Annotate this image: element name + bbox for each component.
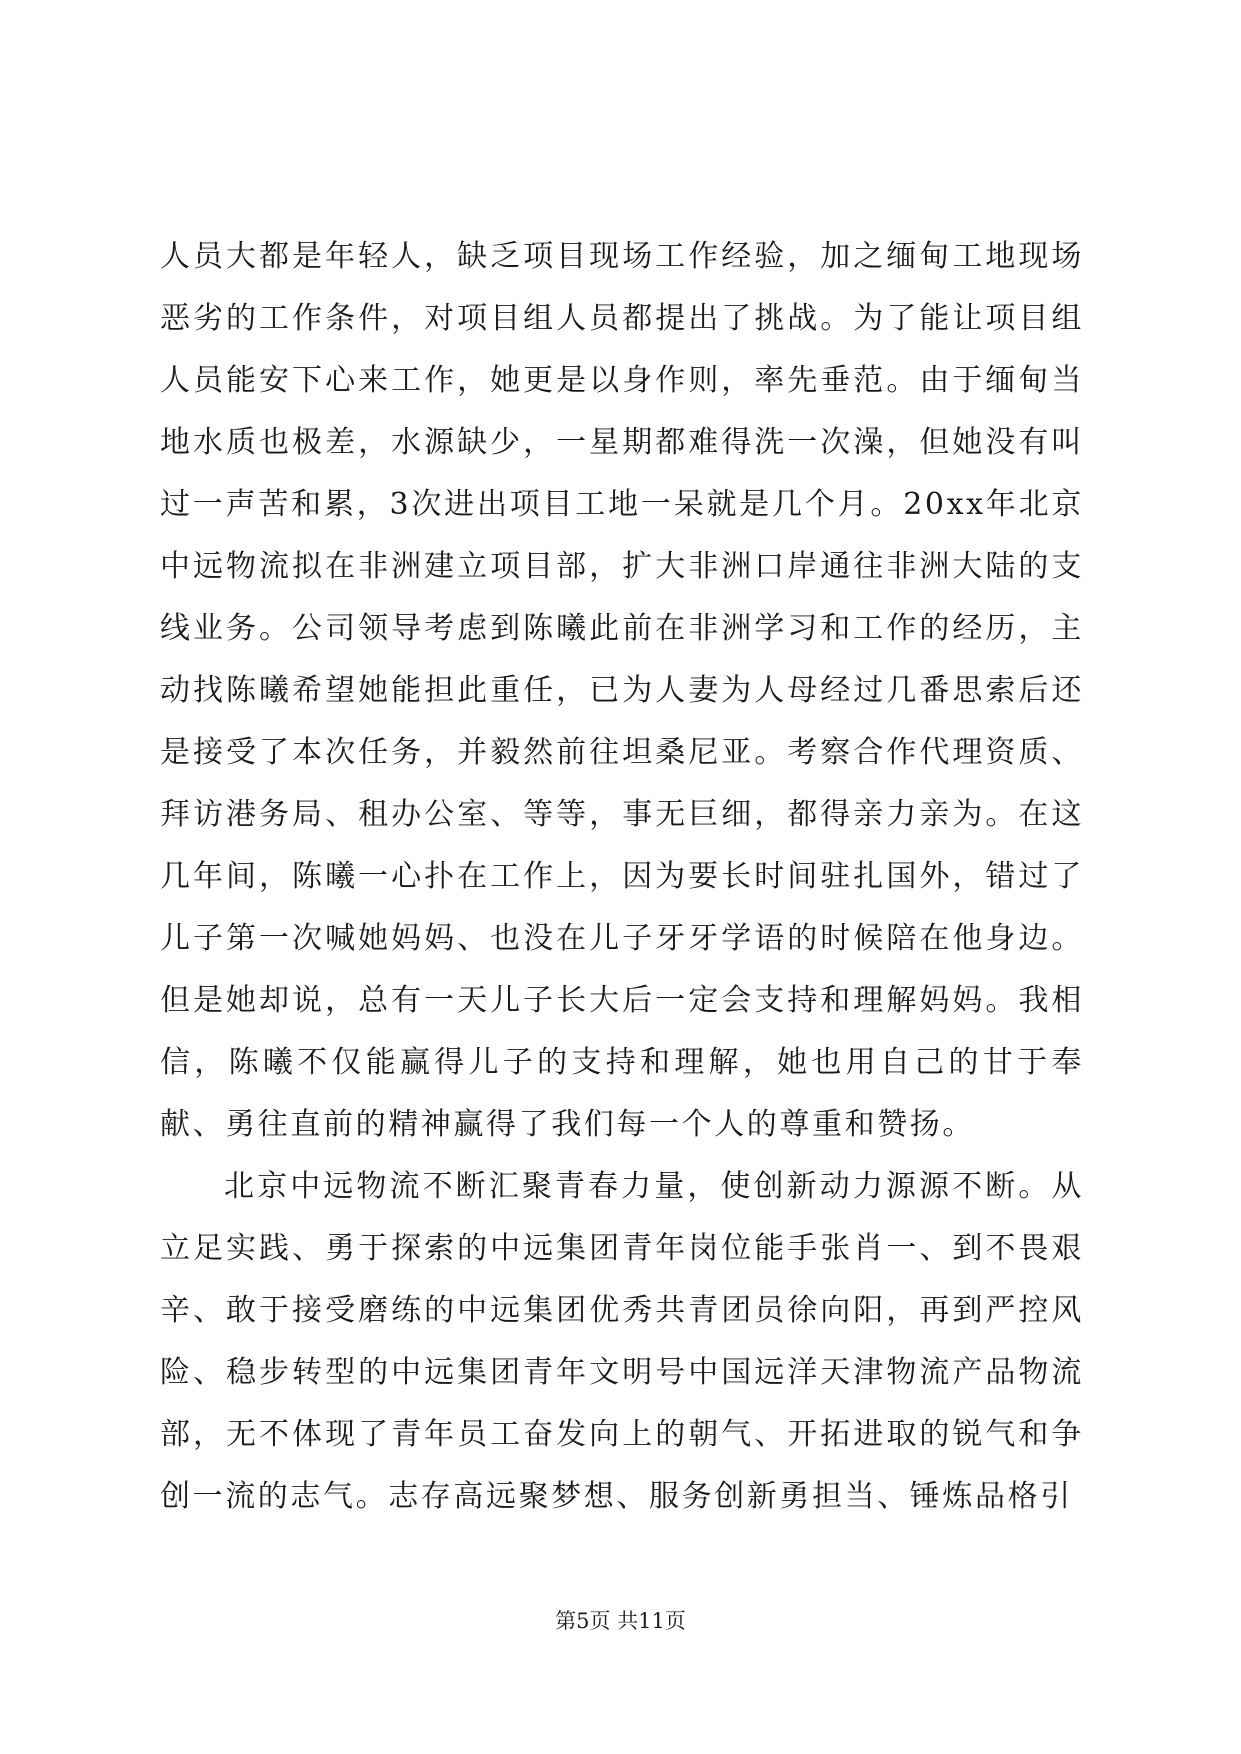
paragraph-1: 人员大都是年轻人，缺乏项目现场工作经验，加之缅甸工地现场恶劣的工作条件，对项目组人员都提出了挑战。为了能让项目组人员能安下心来工作，她更是以身作则，率先垂范。由于缅甸当地水质也极差，水源缺少，一星期都难得洗一次澡，但她没有叫过一声苦和累，3次进出项目工地一呆就是几个月。20xx年北京中远物流拟在非洲建立项目部，扩大非洲口岸通往非洲大陆的支线业务。公司领导考虑到陈曦此前在非洲学习和工作的经历，主动找陈曦希望她能担此重任，已为人妻为人母经过几番思索后还是接受了本次任务，并毅然前往坦桑尼亚。考察合作代理资质、拜访港务局、租办公室、等等，事无巨细，都得亲力亲为。在这几年间，陈曦一心扑在工作上，因为要长时间驻扎国外，错过了儿子第一次喊她妈妈、也没在儿子牙牙学语的时候陪在他身边。但是她却说，总有一天儿子长大后一定会支持和理解妈妈。我相信，陈曦不仅能赢得儿子的支持和理解，她也用自己的甘于奉献、勇往直前的精神赢得了我们每一个人的尊重和赞扬。 <box>160 239 1084 1142</box>
paragraph-2: 北京中远物流不断汇聚青春力量，使创新动力源源不断。从立足实践、勇于探索的中远集团青年岗位能手张肖一、到不畏艰辛、敢于接受磨练的中远集团优秀共青团员徐向阳，再到严控风险、稳步转型的中远集团青年文明号中国远洋天津物流产品物流部，无不体现了青年员工奋发向上的朝气、开拓进取的锐气和争创一流的志气。志存高远聚梦想、服务创新勇担当、锤炼品格引 <box>160 1169 1084 1514</box>
page-number-footer: 第5页 共11页 <box>555 1609 686 1633</box>
document-body <box>160 226 1084 1528</box>
